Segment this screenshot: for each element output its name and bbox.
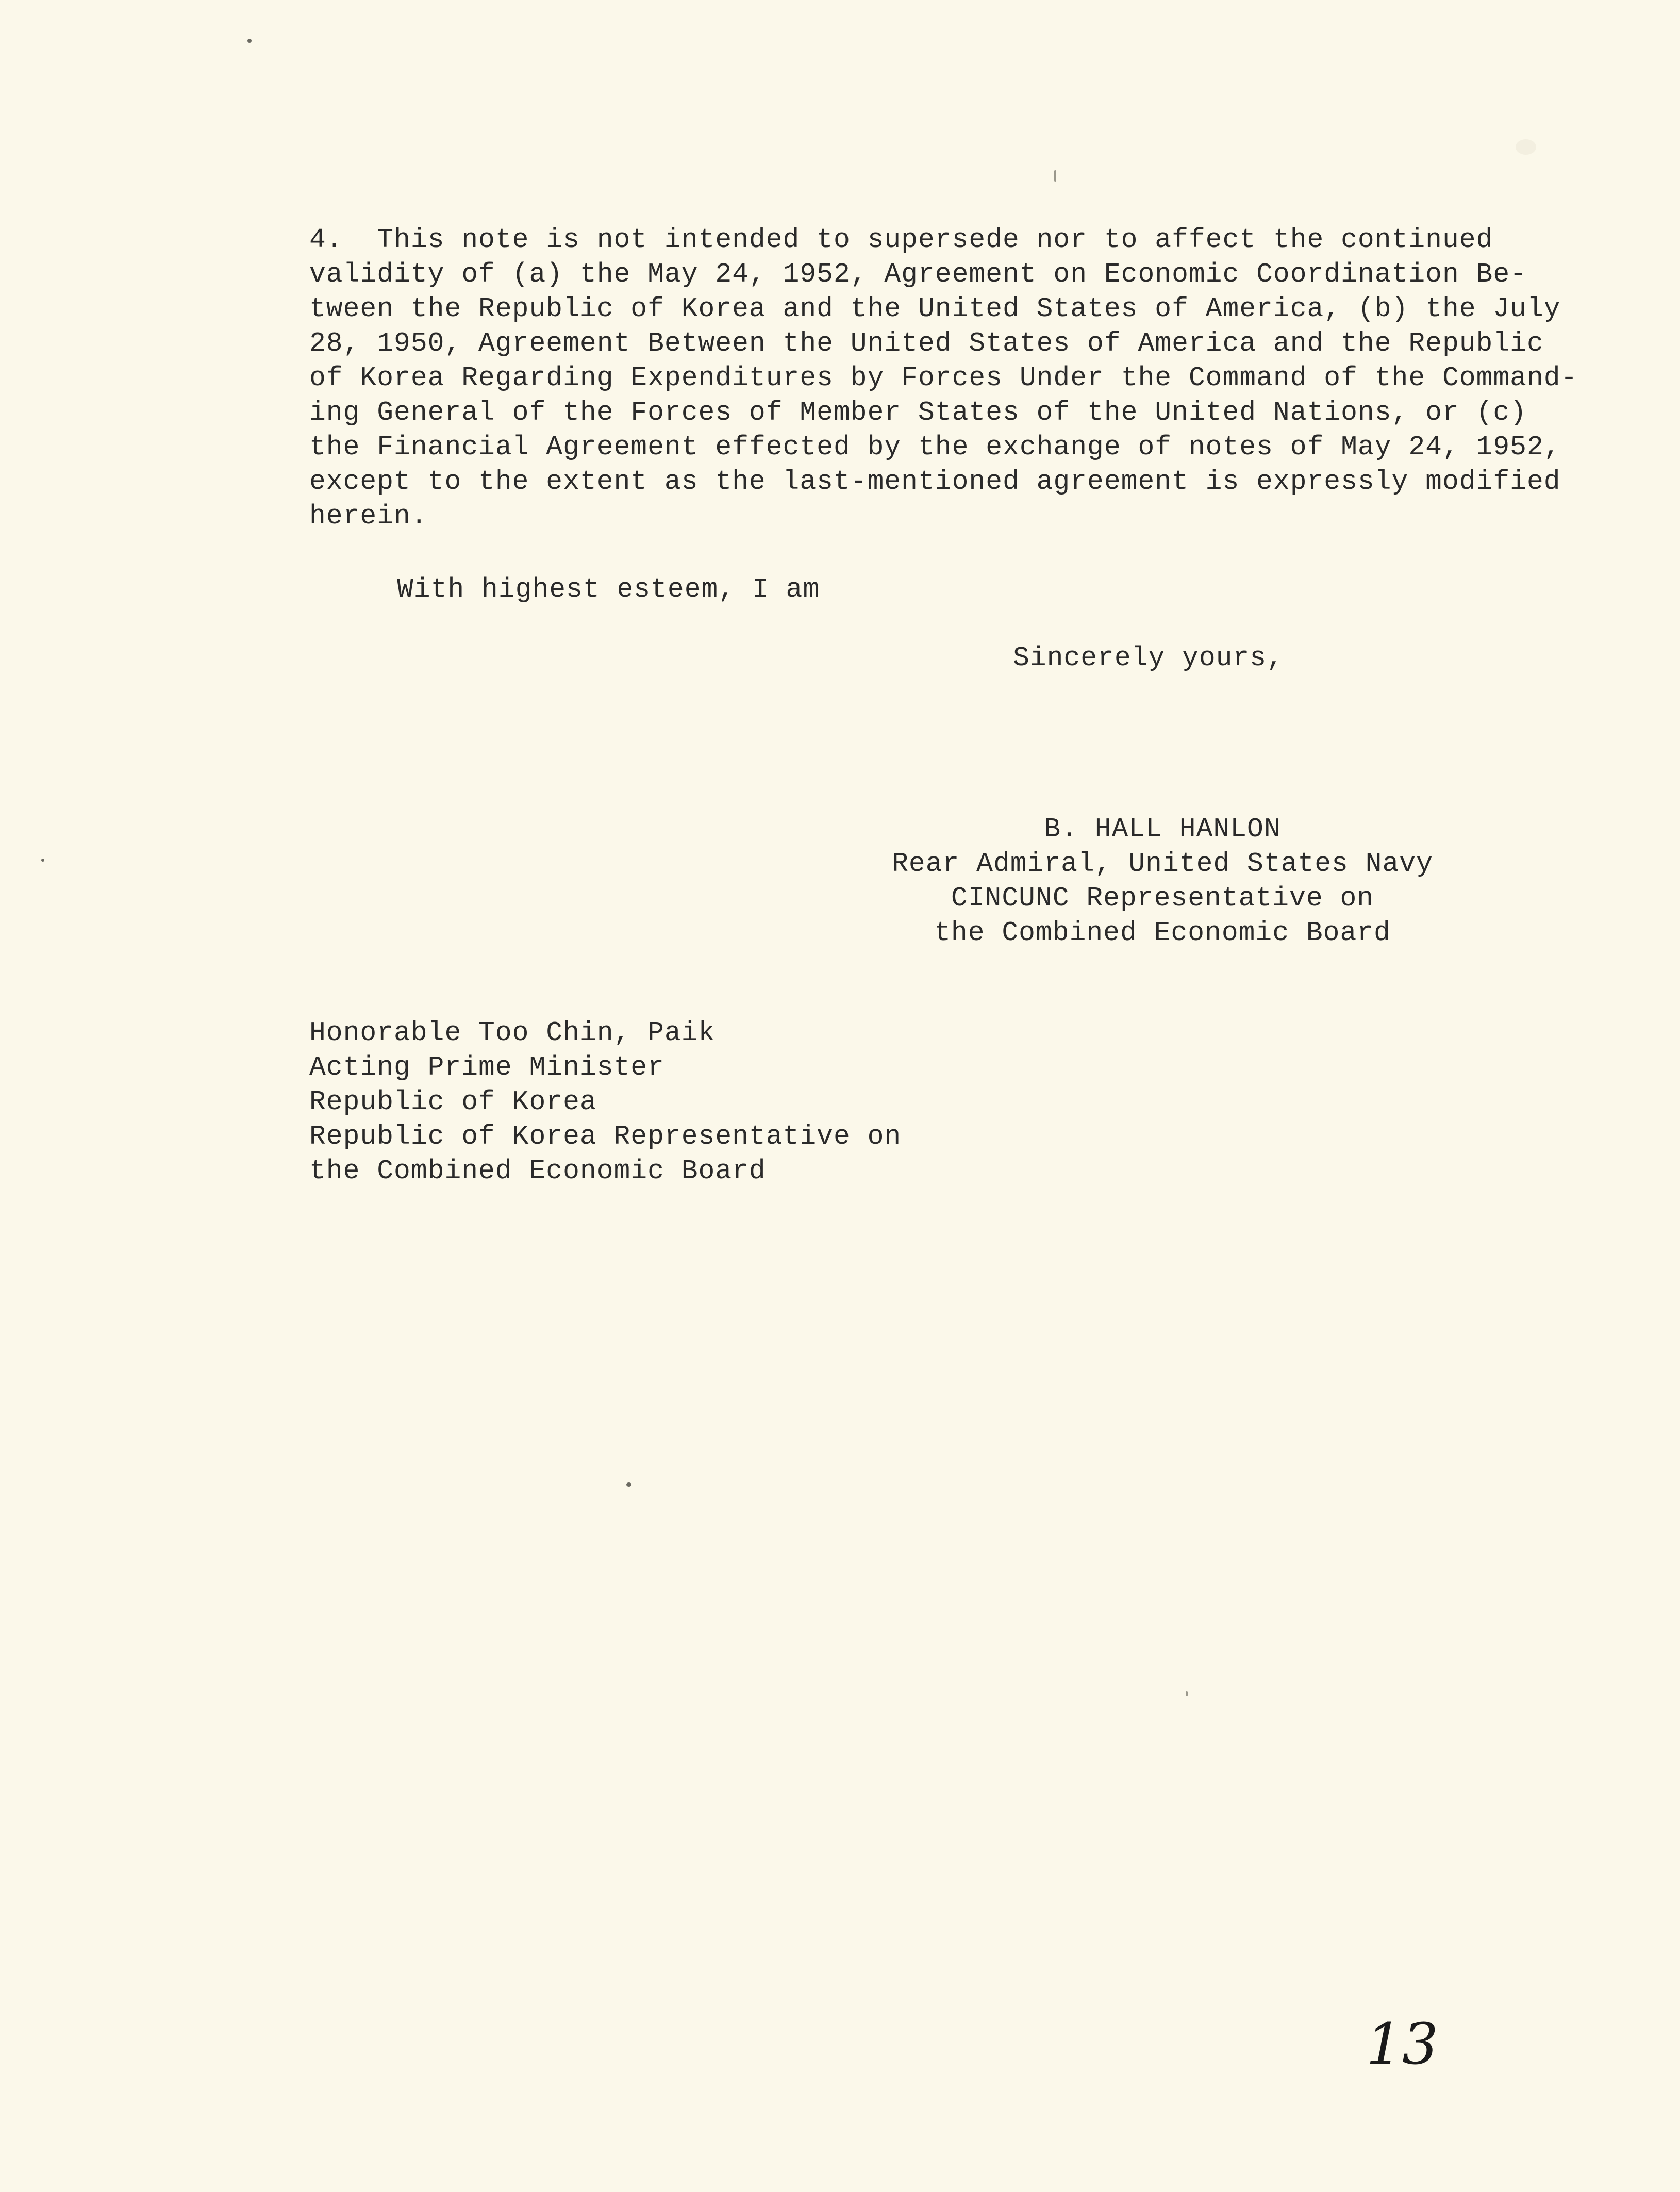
paragraph-line: of Korea Regarding Expenditures by Forces Under the Command of the Command- [309,362,1578,393]
addressee-line: Republic of Korea Representative on [309,1121,902,1152]
addressee-line: Honorable Too Chin, Paik [309,1017,716,1048]
paper-speck [1516,139,1536,155]
paragraph-line: herein. [309,501,428,532]
signer-title: Rear Admiral, United States Navy [892,848,1433,879]
paragraph-line: the Financial Agreement effected by the exchange of notes of May 24, 1952, [309,432,1561,463]
addressee-block [309,1016,901,1189]
paper-speck [1054,170,1056,182]
signer-role-line1: CINCUNC Representative on [951,883,1374,914]
paragraph-line: 4. This note is not intended to supersede nor to affect the continued [309,224,1493,255]
complimentary-close: Sincerely yours, [1013,642,1284,673]
paper-speck [1186,1691,1188,1696]
handwritten-page-number: 13 [1366,2011,1438,2077]
addressee-line: Republic of Korea [309,1086,597,1117]
closing-line: With highest esteem, I am [397,574,820,605]
addressee-line: the Combined Economic Board [309,1156,766,1186]
signer-role-line2: the Combined Economic Board [934,917,1391,948]
paragraph-line: tween the Republic of Korea and the United States of America, (b) the July [309,293,1561,324]
paper-speck [626,1482,631,1487]
paragraph-line: except to the extent as the last-mentioned agreement is expressly modified [309,466,1561,497]
paragraph-line: ing General of the Forces of Member States of the United Nations, or (c) [309,397,1527,428]
signature-block [876,812,1449,950]
paper-speck [247,39,252,43]
paragraph-line: validity of (a) the May 24, 1952, Agreement on Economic Coordination Be- [309,259,1527,290]
paragraph-line: 28, 1950, Agreement Between the United States of America and the Republic [309,328,1544,359]
paper-speck [41,859,44,862]
body-paragraph [309,223,1608,534]
signer-name: B. HALL HANLON [1044,814,1281,845]
addressee-line: Acting Prime Minister [309,1052,664,1083]
